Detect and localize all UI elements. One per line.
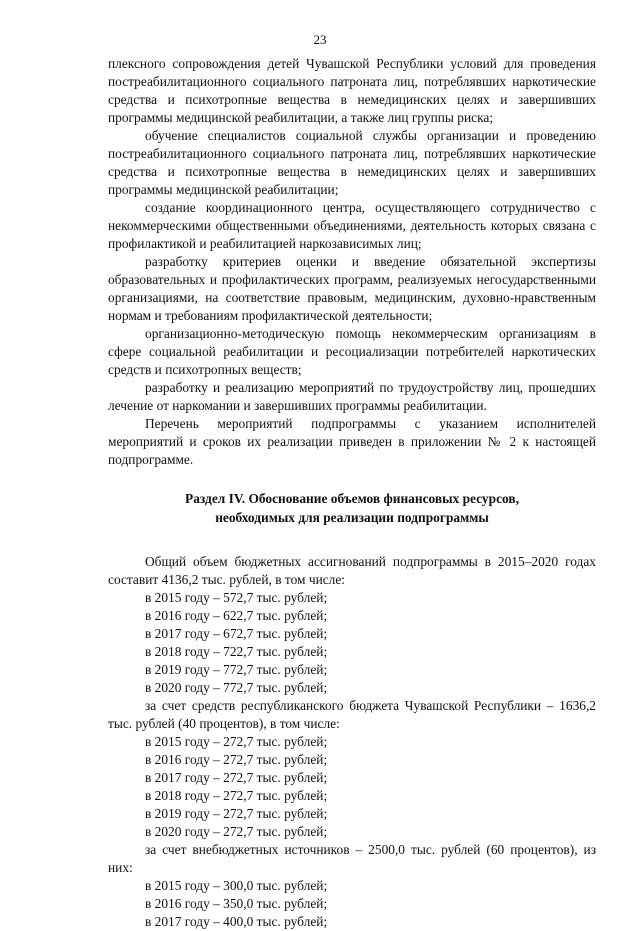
- total-year-item: в 2015 году – 572,7 тыс. рублей;: [145, 590, 328, 605]
- paragraph-total-budget: Общий объем бюджетных ассигнований подпрограммы в 2015–2020 годах составит 4136,2 тыс. рублей, в том числе:: [108, 554, 596, 587]
- extra-year-item: в 2017 году – 400,0 тыс. рублей;: [145, 914, 328, 929]
- paragraph-extrabudgetary: за счет внебюджетных источников – 2500,0 тыс. рублей (60 процентов), из них:: [108, 842, 596, 875]
- republic-year-item: в 2017 году – 272,7 тыс. рублей;: [145, 770, 328, 785]
- republic-year-item: в 2019 году – 272,7 тыс. рублей;: [145, 806, 328, 821]
- paragraph-coordination-center: создание координационного центра, осуществляющего сотрудничество с некоммерческими общественными объединениями, деятельность которых связана с профилактикой и реабилитацией наркозависимых лиц;: [108, 200, 596, 251]
- section-heading-line-2: необходимых для реализации подпрограммы: [215, 510, 489, 525]
- paragraph-intro: плексного сопровождения детей Чувашской Республики условий для проведения постреабилитационного социального патроната лиц, потреблявших наркотические средства и психотропные вещества в немедицинских целях и завершивших программы медицинской реабилитации, а также лиц группы риска;: [108, 56, 596, 125]
- paragraph-activities-list: Перечень мероприятий подпрограммы с указанием исполнителей мероприятий и сроков их реализации приведен в приложении № 2 к настоящей подпрограмме.: [108, 416, 596, 467]
- paragraph-employment: разработку и реализацию мероприятий по трудоустройству лиц, прошедших лечение от наркомании и завершивших программы реабилитации.: [108, 380, 596, 413]
- page-number: 23: [313, 32, 327, 47]
- paragraph-republic-budget: за счет средств республиканского бюджета Чувашской Республики – 1636,2 тыс. рублей (40 процентов), в том числе:: [108, 698, 596, 731]
- extra-year-item: в 2015 году – 300,0 тыс. рублей;: [145, 878, 328, 893]
- page-content: [108, 55, 596, 931]
- republic-year-item: в 2020 году – 272,7 тыс. рублей;: [145, 824, 328, 839]
- total-year-item: в 2018 году – 722,7 тыс. рублей;: [145, 644, 328, 659]
- paragraph-training: обучение специалистов социальной службы организации и проведению постреабилитационного социального патроната лиц, потреблявших наркотические средства и психотропные вещества в немедицинских целях и завершивших программы медицинской реабилитации;: [108, 128, 596, 197]
- paragraph-methodical-help: организационно-методическую помощь некоммерческим организациям в сфере социальной реабилитации и ресоциализации потребителей наркотических средств и психотропных веществ;: [108, 326, 596, 377]
- total-year-item: в 2020 году – 772,7 тыс. рублей;: [145, 680, 328, 695]
- republic-year-item: в 2018 году – 272,7 тыс. рублей;: [145, 788, 328, 803]
- paragraph-criteria: разработку критериев оценки и введение обязательной экспертизы образовательных и профилактических программ, реализуемых негосударственными организациями, на соответствие правовым, медицинским, духовно-нравственным нормам и требованиям профилактической деятельности;: [108, 254, 596, 323]
- section-heading: [108, 489, 596, 527]
- section-heading-line-1: Раздел IV. Обоснование объемов финансовых ресурсов,: [185, 491, 519, 506]
- total-year-item: в 2019 году – 772,7 тыс. рублей;: [145, 662, 328, 677]
- republic-year-item: в 2015 году – 272,7 тыс. рублей;: [145, 734, 328, 749]
- republic-year-item: в 2016 году – 272,7 тыс. рублей;: [145, 752, 328, 767]
- total-year-item: в 2017 году – 672,7 тыс. рублей;: [145, 626, 328, 641]
- extra-year-item: в 2016 году – 350,0 тыс. рублей;: [145, 896, 328, 911]
- total-year-item: в 2016 году – 622,7 тыс. рублей;: [145, 608, 328, 623]
